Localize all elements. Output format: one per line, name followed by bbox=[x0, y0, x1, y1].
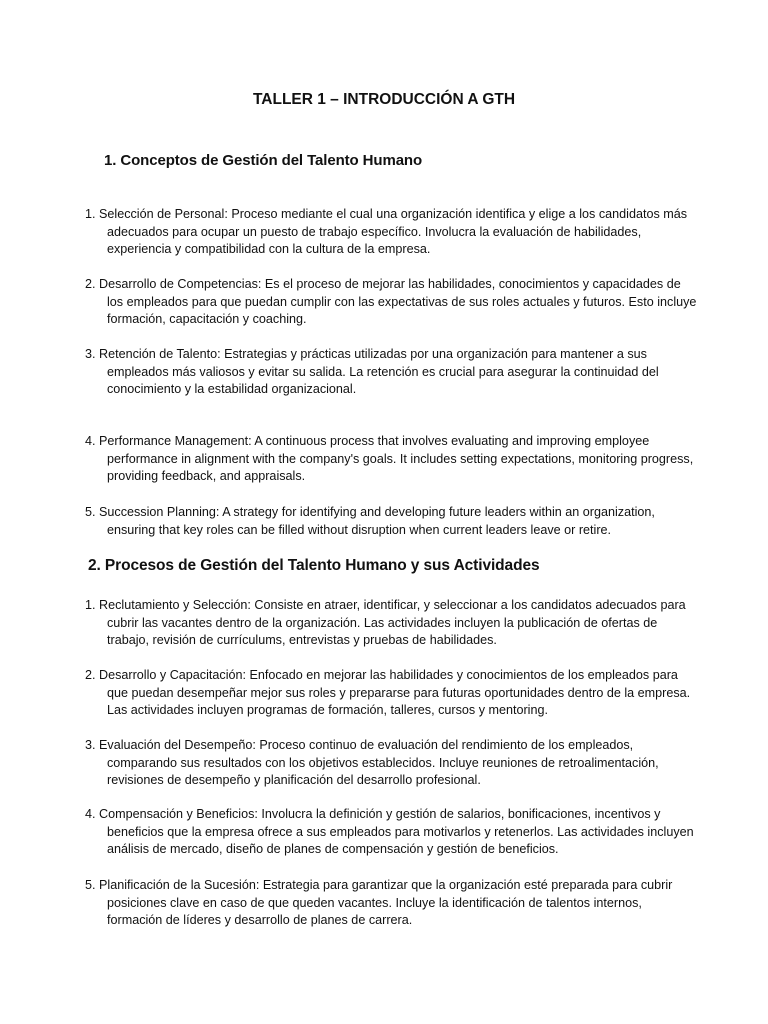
section-1-item-5: 5. Succession Planning: A strategy for identifying and developing future leaders within an organization, ensuring that key roles can be filled without disruption when current leaders leave or retire. bbox=[85, 505, 655, 537]
section-1-item-1: 1. Selección de Personal: Proceso mediante el cual una organización identifica y elige a los candidatos más adecuados para ocupar un puesto de trabajo específico. Involucra la evaluación de habilidades, experiencia y compatibilidad con la cultura de la empresa. bbox=[85, 207, 688, 257]
section-1-heading: 1. Conceptos de Gestión del Talento Humano bbox=[104, 152, 423, 169]
section-2-item-2: 2. Desarrollo y Capacitación: Enfocado en mejorar las habilidades y conocimientos de los empleados para que puedan desempeñar mejor sus roles y prepararse para futuras oportunidades dentro de la empresa. Las actividades incluyen programas de formación, talleres, cursos y mentoring. bbox=[85, 668, 691, 718]
section-2-item-5: 5. Planificación de la Sucesión: Estrategia para garantizar que la organización esté preparada para cubrir posiciones clave en caso de que queden vacantes. Incluye la identificación de talentos internos, formación de líderes y desarrollo de planes de carrera. bbox=[85, 878, 673, 928]
section-2-item-3: 3. Evaluación del Desempeño: Proceso continuo de evaluación del rendimiento de los empleados, comparando sus resultados con los objetivos establecidos. Incluye reuniones de retroalimentación, revisiones de desempeño y planificación del desarrollo profesional. bbox=[85, 738, 659, 788]
section-2-heading: 2. Procesos de Gestión del Talento Humano y sus Actividades bbox=[88, 557, 540, 574]
section-1-item-2: 2. Desarrollo de Competencias: Es el proceso de mejorar las habilidades, conocimientos y capacidades de los empleados para que puedan cumplir con las expectativas de sus roles actuales y futuros. Esto incluye formación, capacitación y coaching. bbox=[85, 277, 697, 327]
document-title: TALLER 1 – INTRODUCCIÓN A GTH bbox=[252, 91, 516, 108]
section-1-item-3: 3. Retención de Talento: Estrategias y prácticas utilizadas por una organización para mantener a sus empleados más valiosos y evitar su salida. La retención es crucial para asegurar la continuidad del conocimiento y la estabilidad organizacional. bbox=[85, 347, 659, 397]
section-1-item-4: 4. Performance Management: A continuous process that involves evaluating and improving employee performance in alignment with the company's goals. It includes setting expectations, monitoring progress, providing feedback, and appraisals. bbox=[85, 434, 694, 484]
section-2-item-4: 4. Compensación y Beneficios: Involucra la definición y gestión de salarios, bonificaciones, incentivos y beneficios que la empresa ofrece a sus empleados para motivarlos y retenerlos. Las actividades incluyen análisis de mercado, diseño de planes de compensación y gestión de beneficios. bbox=[85, 807, 694, 857]
section-2-item-1: 1. Reclutamiento y Selección: Consiste en atraer, identificar, y seleccionar a los candidatos adecuados para cubrir las vacantes dentro de la organización. Las actividades incluyen la publicación de ofertas de trabajo, revisión de currículums, entrevistas y pruebas de habilidades. bbox=[85, 598, 686, 648]
